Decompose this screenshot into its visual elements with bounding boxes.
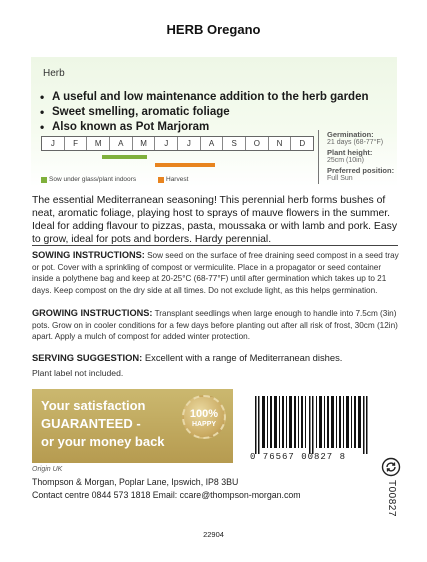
- bullet-icon: •: [40, 90, 45, 104]
- harvest-swatch-icon: [158, 177, 164, 183]
- feature-text: A useful and low maintenance addition to the herb garden: [52, 91, 369, 103]
- month-cell: M: [86, 137, 109, 150]
- plant-label-note: Plant label not included.: [32, 368, 124, 378]
- happy-seal-icon: [182, 395, 226, 439]
- harvest-period-bar: [155, 163, 215, 167]
- height-value: 25cm (10in): [327, 157, 364, 164]
- growing-text: Transplant seedlings when large enough to handle into 7.5cm (3in) pots. Grow on in cooler conditions for a few days before planting out after all risk of frost, 30cm (12in) apart. Apply a mulch of compost for added winter protection.: [32, 309, 398, 342]
- feature-text: Sweet smelling, aromatic foliage: [52, 106, 230, 118]
- feature-text: Also known as Pot Marjoram: [52, 121, 210, 133]
- growing-info: [318, 130, 417, 184]
- month-cell: F: [64, 137, 87, 150]
- feature-list: [40, 90, 369, 135]
- guarantee-badge: [32, 389, 233, 463]
- contact-info: Contact centre 0844 573 1818 Email: ccare@thompson-morgan.com: [32, 490, 301, 500]
- growing-instructions: [32, 308, 402, 343]
- barcode-icon: [253, 396, 371, 454]
- seal-percent: 100%: [189, 408, 219, 420]
- description: The essential Mediterranean seasoning! This perennial herb forms bushes of neat, aromatic foliage, playing host to sprays of mauve flowers in the summer. Ideal for adding flavour to pizzas, pasta, moussaka or with lamb and pork. Easy to grow, ideal for pots and borders. Hardy perennial.: [32, 195, 398, 245]
- sowing-heading: SOWING INSTRUCTIONS:: [32, 250, 145, 260]
- germination-value: 21 days (68-77°F): [327, 139, 384, 146]
- position-value: Full Sun: [327, 175, 353, 182]
- germination-label: Germination:: [327, 130, 374, 139]
- sow-period-bar: [102, 155, 147, 159]
- legend-harvest-label: Harvest: [166, 176, 189, 183]
- legend-sow-label: Sow under glass/plant indoors: [49, 176, 137, 183]
- month-cell: J: [177, 137, 200, 150]
- month-cell: J: [50, 139, 55, 148]
- page-title: HERB Oregano: [166, 22, 261, 37]
- guarantee-line-2: GUARANTEED -: [41, 416, 141, 431]
- vertical-product-code: T00827: [386, 480, 397, 517]
- month-cell: A: [200, 137, 223, 150]
- month-cell: M: [132, 137, 155, 150]
- product-code: 22904: [203, 530, 224, 539]
- month-cell: S: [222, 137, 245, 150]
- bullet-icon: •: [40, 120, 45, 134]
- barcode-digits: 0 76567 00827 8: [250, 452, 347, 462]
- address: Thompson & Morgan, Poplar Lane, Ipswich, IP8 3BU: [32, 477, 239, 487]
- month-cell: J: [154, 137, 177, 150]
- sowing-text: Sow seed on the surface of free draining seed compost in a seed tray or pot. Cover with a sprinkling of compost or vermiculite. Place in a propagator or seed container inside a polythene bag and keep at 20-25°C (68-77°F) until after germination which takes up to 21 days. Keep compost on the dry side at all times. Do not exclude light, as this helps germination.: [32, 251, 399, 295]
- guarantee-line-1: Your satisfaction: [41, 398, 146, 413]
- bullet-icon: •: [40, 105, 45, 119]
- sowing-calendar: [41, 136, 314, 151]
- month-cell: A: [109, 137, 132, 150]
- sowing-instructions: [32, 250, 402, 296]
- serving-heading: SERVING SUGGESTION:: [32, 352, 143, 363]
- serving-suggestion: [32, 352, 342, 363]
- legend-sow: [41, 176, 136, 183]
- month-cell: O: [245, 137, 268, 150]
- origin-label: Origin UK: [32, 466, 63, 473]
- feature-item: [40, 90, 369, 105]
- month-cell: D: [290, 137, 313, 150]
- divider: [32, 245, 398, 246]
- seal-text: HAPPY: [191, 421, 217, 428]
- guarantee-line-3: or your money back: [41, 434, 165, 449]
- legend-harvest: [158, 176, 188, 183]
- recycle-icon: [381, 457, 401, 477]
- serving-text: Excellent with a range of Mediterranean dishes.: [144, 352, 343, 363]
- growing-heading: GROWING INSTRUCTIONS:: [32, 308, 153, 318]
- height-label: Plant height:: [327, 148, 373, 157]
- month-cell: N: [268, 137, 291, 150]
- category-label: Herb: [43, 68, 65, 79]
- position-label: Preferred position:: [327, 166, 395, 175]
- feature-item: [40, 105, 369, 120]
- sow-swatch-icon: [41, 177, 47, 183]
